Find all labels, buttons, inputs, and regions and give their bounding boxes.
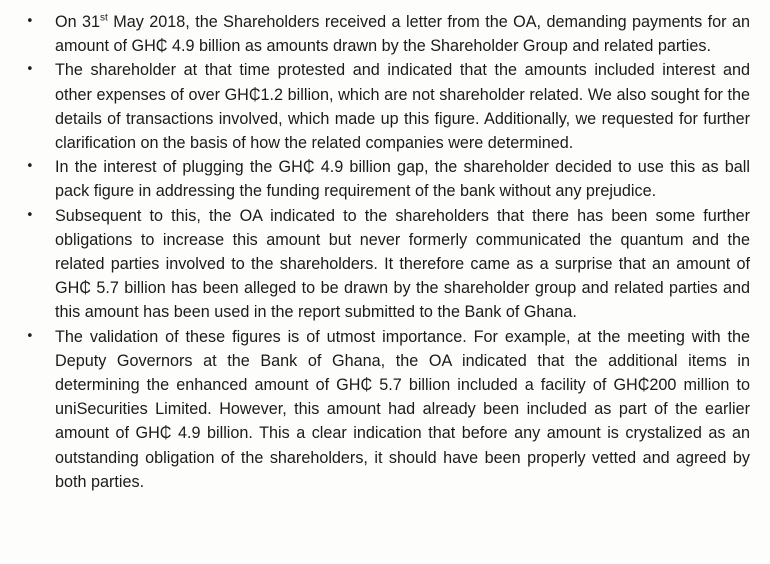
bullet-icon: • <box>26 14 34 29</box>
bullet-item-3 <box>0 155 770 203</box>
bullet-icon: • <box>26 328 34 344</box>
bullet-text: In the interest of plugging the GH₵ 4.9 billion gap, the shareholder decided to use this as ball pack figure in addressing the funding requirement of the bank without any prejudice. <box>55 158 750 201</box>
bullet-icon: • <box>26 159 34 175</box>
bullet-icon: • <box>26 207 34 223</box>
date-superscript: st <box>100 12 108 24</box>
bullet-item-4 <box>0 204 770 325</box>
bullet-item-2 <box>0 58 770 155</box>
bullet-item-1 <box>0 10 770 58</box>
bullet-text: May 2018, the Shareholders received a letter from the OA, demanding payments for an amount of GH₵ 4.9 billion as amounts drawn by the Shareholder Group and related parties. <box>55 13 750 56</box>
bullet-list <box>0 10 770 494</box>
bullet-text: The shareholder at that time protested and indicated that the amounts included interest and other expenses of over GH₵1.2 billion, which are not shareholder related. We also sought for the details of transactions involved, which made up this figure. Additionally, we requested for further clarification on the basis of how the related companies were determined. <box>55 61 750 153</box>
bullet-text: Subsequent to this, the OA indicated to the shareholders that there has been some further obligations to increase this amount but never formerly communicated the quantum and the related parties involved to the shareholders. It therefore came as a surprise that an amount of GH₵ 5.7 billion has been alleged to be drawn by the shareholder group and related parties and this amount has been used in the report submitted to the Bank of Ghana. <box>55 206 750 322</box>
bullet-text: The validation of these figures is of utmost importance. For example, at the meeting with the Deputy Governors at the Bank of Ghana, the OA indicated that the additional items in determining the enhanced amount of GH₵ 5.7 billion included a facility of GH₵200 million to uniSecurities Limited. However, this amount had already been included as part of the earlier amount of GH₵ 4.9 billion. This a clear indication that before any amount is crystalized as an outstanding obligation of the shareholders, it should have been properly vetted and agreed by both parties. <box>55 327 750 491</box>
bullet-icon: • <box>26 62 34 78</box>
bullet-item-5 <box>0 325 770 494</box>
bullet-text-prefix: On 31 <box>55 13 101 31</box>
